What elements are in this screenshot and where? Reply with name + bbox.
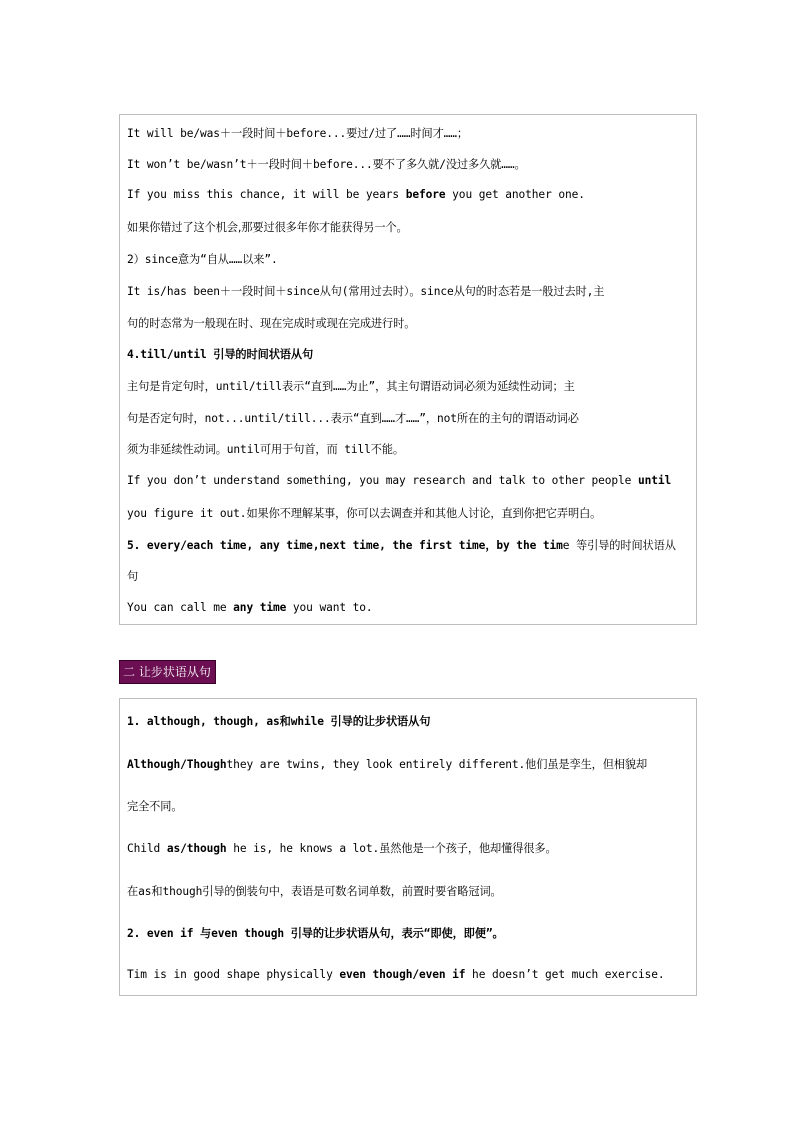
- text-line: It won’t be/wasn’t＋一段时间＋before...要不了多久就/没过多久就……。: [127, 158, 526, 171]
- text-line: 在as和though引导的倒装句中，表语是可数名词单数，前置时要省略冠词。: [127, 885, 502, 898]
- example-sentence: you figure it out.如果你不理解某事，你可以去调查并和其他人讨论，直到你把它弄明白。: [127, 507, 602, 520]
- example-sentence: If you miss this chance, it will be years before you get another one.: [127, 188, 585, 201]
- text-line: 完全不同。: [127, 800, 183, 813]
- translation-line: 如果你错过了这个机会,那要过很多年你才能获得另一个。: [127, 221, 408, 234]
- subheading: 2. even if 与even though 引导的让步状语从句，表示“即使，即便”。: [127, 927, 504, 940]
- example-sentence: If you don’t understand something, you may research and talk to other people until: [127, 474, 672, 487]
- text-line: It will be/was＋一段时间＋before...要过/过了……时间才……；: [127, 127, 469, 140]
- text-line: 2）since意为“自从……以来”.: [127, 253, 278, 266]
- text-line: 句的时态常为一般现在时、现在完成时或现在完成进行时。: [127, 317, 416, 330]
- text-line: 主句是肯定句时，until/till表示“直到……为止”，其主句谓语动词必须为延续性动词；主: [127, 380, 575, 393]
- concession-clause-notes-box: [119, 698, 697, 996]
- subheading: 1. although, though, as和while 引导的让步状语从句: [127, 715, 431, 728]
- example-sentence: Tim is in good shape physically even though/even if he doesn’t get much exercise.: [127, 968, 665, 981]
- text-line: 须为非延续性动词。until可用于句首，而 till不能。: [127, 443, 405, 456]
- section-heading: 二 让步状语从句: [119, 660, 216, 684]
- example-sentence: You can call me any time you want to.: [127, 601, 373, 614]
- time-clause-notes-box: [119, 114, 697, 625]
- example-sentence: Although/Thoughthey are twins, they look entirely different.他们虽是孪生，但相貌却: [127, 758, 648, 771]
- example-sentence: Child as/though he is, he knows a lot.虽然他是一个孩子，他却懂得很多。: [127, 842, 557, 855]
- text-line: It is/has been＋一段时间＋since从句(常用过去时）。since从句的时态若是一般过去时,主: [127, 285, 605, 298]
- text-line: 句: [127, 570, 139, 583]
- text-line: 句是否定句时，not...until/till...表示“直到……才……”，not所在的主句的谓语动词必: [127, 412, 579, 425]
- subheading: 4.till/until 引导的时间状语从句: [127, 348, 314, 361]
- subheading: 5. every/each time, any time,next time, the first time，by the time 等引导的时间状语从: [127, 539, 676, 552]
